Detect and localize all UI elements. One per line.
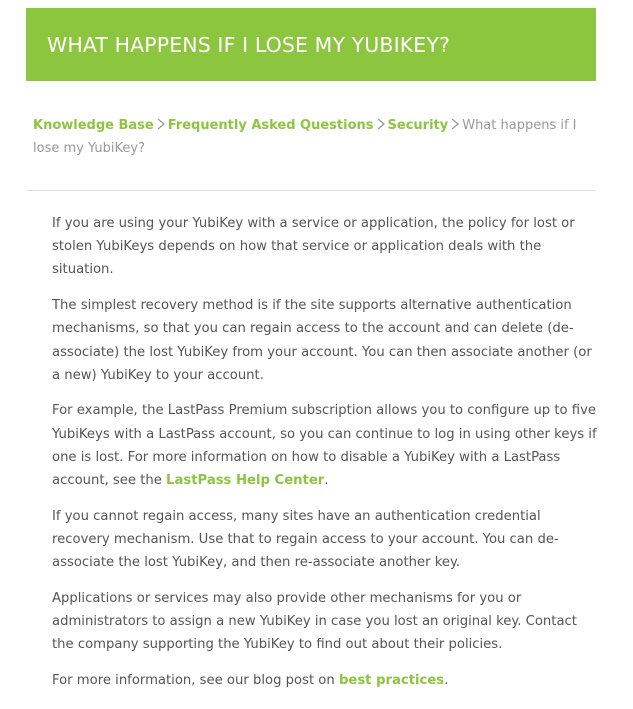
article-body: [52, 212, 600, 705]
best-practices-link[interactable]: best practices: [338, 672, 445, 688]
chevron-right-icon: [450, 118, 460, 130]
article-text: .: [324, 473, 329, 489]
breadcrumb: [33, 114, 595, 160]
lastpass-help-center-link[interactable]: LastPass Help Center: [166, 473, 325, 489]
article-text: For more information, see our blog post on: [52, 672, 339, 688]
article-text: .: [444, 672, 449, 688]
article-paragraph: If you are using your YubiKey with a service or application, the policy for lost or stolen YubiKeys depends on how that service or application deals with the situation.: [52, 216, 575, 278]
breadcrumb-current: What happens if I lose my YubiKey?: [33, 118, 577, 156]
breadcrumb-link-security[interactable]: Security: [387, 118, 449, 133]
chevron-right-icon: [376, 118, 386, 130]
breadcrumb-link-faq[interactable]: Frequently Asked Questions: [167, 118, 374, 133]
article-paragraph: [52, 669, 600, 692]
chevron-right-icon: [156, 118, 166, 130]
page-header-banner: [26, 8, 596, 81]
article-paragraph: The simplest recovery method is if the site supports alternative authentication mechanisms, so that you can regain access to the account and can delete (de-associate) the lost YubiKey from your account. You can then associate another (or a new) YubiKey to your account.: [52, 298, 592, 383]
breadcrumb-link-knowledge-base[interactable]: Knowledge Base: [33, 118, 154, 133]
article-paragraph: If you cannot regain access, many sites have an authentication credential recovery mechanism. Use that to regain access to your account. You can de-associate the lost YubiKey, and then re-associate another key.: [52, 508, 559, 571]
page-title: WHAT HAPPENS IF I LOSE MY YUBIKEY?: [47, 32, 450, 57]
article-text: For example, the LastPass Premium subscription allows you to configure up to five YubiKeys with a LastPass account, so you can continue to log in using other keys if one is lost. For more information on how to disable a YubiKey with a LastPass account, see the: [52, 403, 597, 489]
article-paragraph: Applications or services may also provide other mechanisms for you or administrators to assign a new YubiKey in case you lost an original key. Contact the company supporting the YubiKey to find out about their policies.: [52, 590, 577, 653]
article-paragraph: [52, 399, 600, 492]
divider: [26, 190, 596, 191]
